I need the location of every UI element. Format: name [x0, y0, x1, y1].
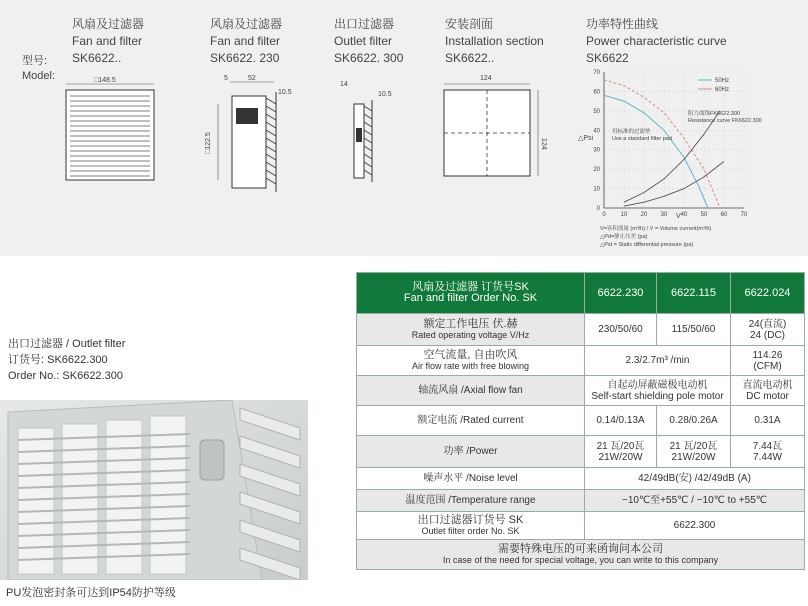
header-6622-115: 6622.115: [657, 273, 731, 314]
x-tick-label: 0: [602, 212, 606, 218]
annotation-resistance-zh: 阻力曲线FK6622.300: [688, 111, 740, 117]
dim-label-10-5b: 10.5: [378, 91, 392, 98]
dim-label-10-5: 10.5: [278, 89, 292, 96]
annotation-standard-zh: 用标准的过滤垫: [612, 129, 651, 135]
y-tick-label: 50: [593, 108, 600, 115]
photo-caption: PU发泡密封条可达到IP54防护等级: [6, 587, 176, 599]
footnote-volume: V=容积流量 (m³/h) / V = Volume current(m³/h): [600, 226, 712, 232]
y-tick-label: 20: [593, 167, 600, 174]
outlet-order-en: Order No.: SK6622.300: [8, 370, 123, 382]
filter-photo-illustration: [0, 400, 308, 580]
y-tick-label: 30: [593, 147, 600, 154]
legend-60hz: 60Hz: [715, 87, 730, 93]
resistance-line-1: [624, 161, 724, 206]
y-tick-label: 70: [593, 70, 600, 76]
y-tick-label: 60: [593, 89, 600, 96]
outlet-order-zh: 订货号: SK6622.300: [8, 354, 108, 366]
model-label: [22, 54, 55, 84]
dim-label-124-width: 124: [480, 75, 492, 82]
header-6622-024: 6622.024: [731, 273, 805, 314]
chart-legend: [698, 78, 729, 93]
outlet-filter-drawing: [332, 74, 402, 192]
chart-y-label: △Psi: [578, 135, 594, 142]
fan-front-drawing: [60, 76, 160, 186]
table-row: 轴流风扇 /Axial flow fan 自起动屏蔽磁极电动机 Self-start shielding pole motor 直流电动机 DC motor: [357, 376, 805, 406]
footnote-pst: △Pst = Static differential pressure (pa): [600, 242, 694, 248]
dim-label-124-height: 124: [540, 138, 547, 150]
table-row: 功率 /Power 21 瓦/20瓦 21W/20W 21 瓦/20瓦 21W/20W 7.44瓦 7.44W: [357, 436, 805, 468]
table-row: 额定工作电压 伏.赫 Rated operating voltage V/Hz 230/50/60 115/50/60 24(直流) 24 (DC): [357, 314, 805, 346]
column-installation-header: 安装剖面 Installation section SK6622..: [445, 17, 544, 65]
table-row: 额定电流 /Rated current 0.14/0.13A 0.28/0.26A 0.31A: [357, 406, 805, 436]
model-label-zh: 型号:: [22, 55, 48, 67]
fan-motor: [236, 108, 258, 124]
table-row: 需要特殊电压的可来函询问本公司 In case of the need for special voltage, you can write to this company: [357, 540, 805, 570]
product-photo: [0, 400, 308, 580]
y-tick-label: 10: [593, 186, 600, 193]
x-tick-label: 60: [720, 212, 728, 218]
table-row: 出口过滤器订货号 SK Outlet filter order No. SK 6622.300: [357, 512, 805, 540]
x-tick-label: 30: [660, 212, 668, 218]
x-tick-label: 10: [620, 212, 628, 218]
fan-side-drawing: [196, 70, 300, 196]
installation-section-drawing: [438, 72, 548, 184]
x-tick-label: 40: [680, 212, 688, 218]
fan-louvers: [266, 98, 276, 184]
dim-label-52: 52: [248, 75, 256, 82]
outlet-filter-title: 出口过滤器 / Outlet filter: [8, 338, 126, 350]
model-label-en: Model:: [22, 70, 56, 82]
chart-x-label: V: [676, 213, 681, 220]
column-outlet-filter-header: 出口过滤器 Outlet filter SK6622. 300: [334, 17, 404, 65]
dim-label-122-5: □122.5: [205, 132, 212, 154]
column-fan-filter-header: 风扇及过滤器 Fan and filter SK6622..: [72, 17, 145, 65]
x-tick-label: 50: [700, 212, 708, 218]
column-power-curve-header: 功率特性曲线 Power characteristic curve SK6622: [586, 17, 727, 65]
footnote-pd: △Pd=静止压差 (pa): [600, 234, 648, 240]
header-6622-230: 6622.230: [585, 273, 657, 314]
drawings-panel: [0, 0, 808, 256]
column-fan-filter-230-header: 风扇及过滤器 Fan and filter SK6622. 230: [210, 17, 283, 65]
annotation-resistance-en: Resistance curve FK6622.300: [688, 118, 762, 124]
power-curve-chart: [570, 62, 806, 254]
table-row: 温度范围 /Temperature range −10℃至+55℃ / −10℃ to +55℃: [357, 490, 805, 512]
y-tick-label: 40: [593, 128, 600, 135]
dim-label-5: 5: [224, 75, 228, 82]
y-tick-label: 0: [596, 206, 600, 212]
dim-label-width: □148.5: [94, 77, 116, 84]
x-tick-label: 20: [640, 212, 648, 218]
legend-50hz: 50Hz: [715, 78, 730, 84]
fan-frame: [66, 90, 154, 180]
outlet-filter-info: [8, 336, 125, 384]
x-tick-label: 70: [740, 212, 748, 218]
annotation-standard-en: Use a standard filter pad: [612, 136, 672, 142]
table-row: 空气流量, 自由吹风 Air flow rate with free blowing 2.3/2.7m³ /min 114.26 (CFM): [357, 346, 805, 376]
spec-table: [356, 272, 805, 570]
table-row: 噪声水平 /Noise level 42/49dB(安) /42/49dB (A): [357, 468, 805, 490]
table-header-row: 风扇及过滤器 订货号SK Fan and filter Order No. SK 6622.230 6622.115 6622.024: [357, 273, 805, 314]
dim-label-14: 14: [340, 81, 348, 88]
